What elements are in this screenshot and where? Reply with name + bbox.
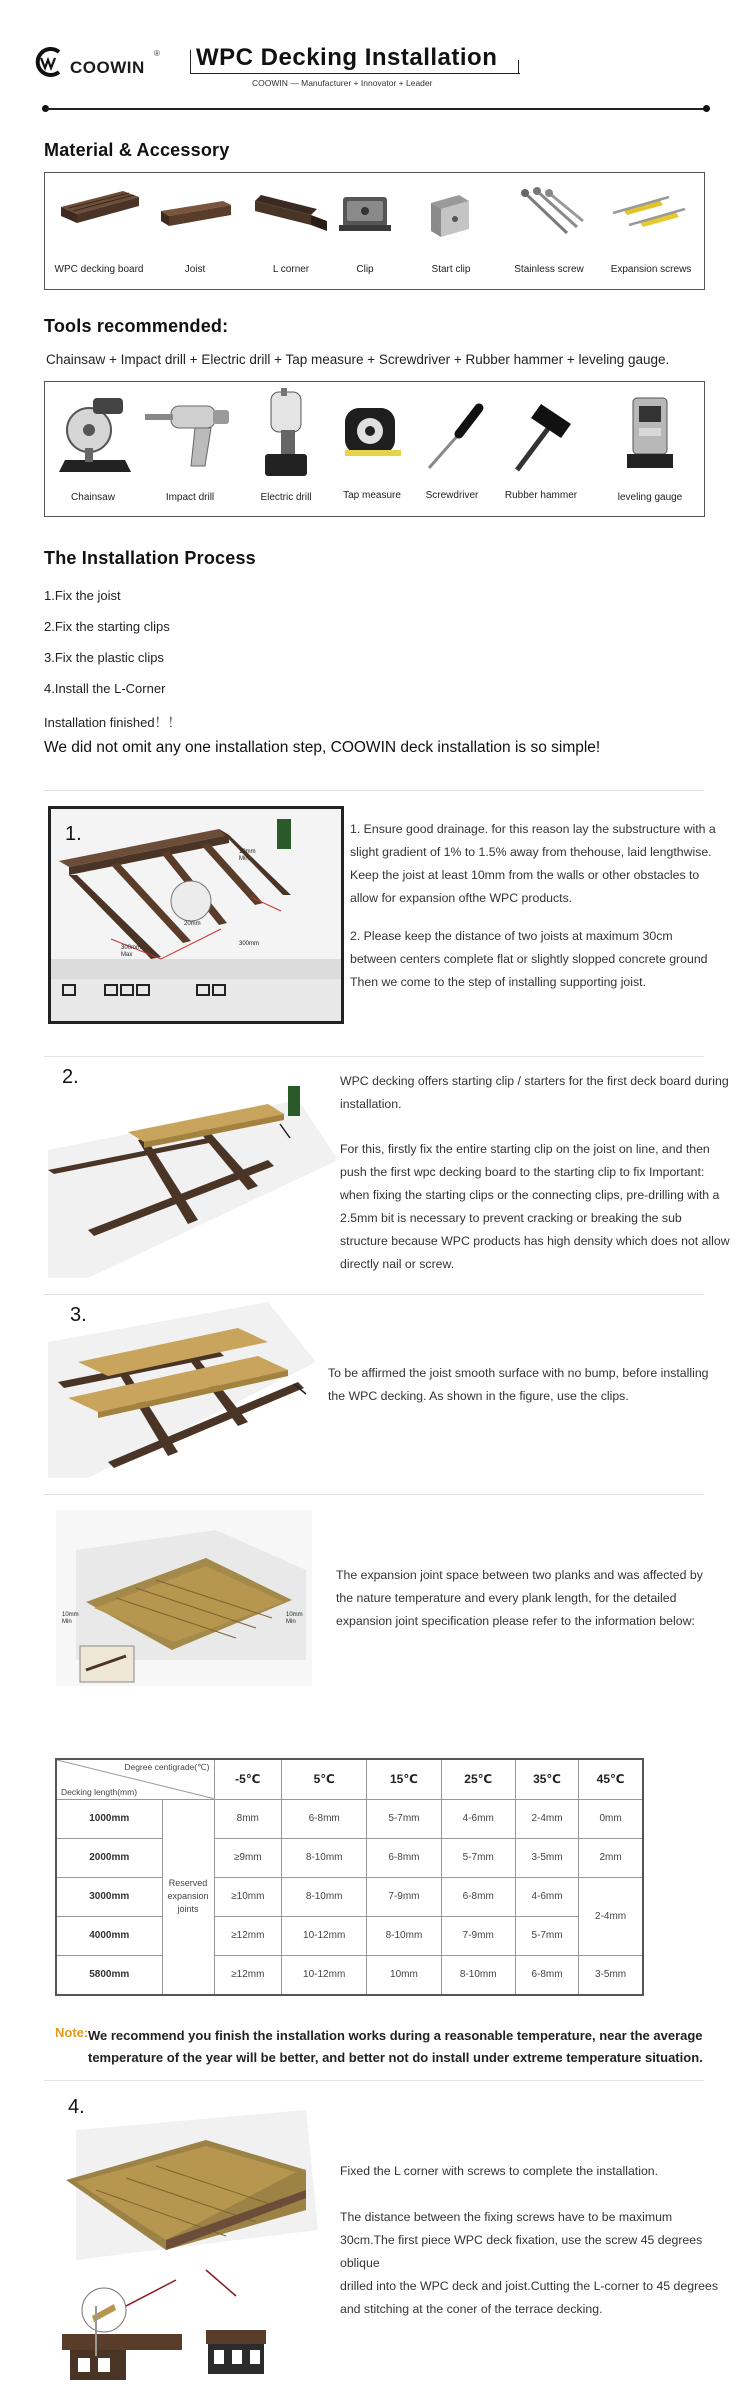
note-label: Note:: [55, 2025, 89, 2040]
process-step: 4.Install the L-Corner: [44, 681, 166, 696]
stainless-screw-icon: [497, 181, 601, 251]
section-divider: [44, 1294, 704, 1295]
reserved-label-cell: Reserved expansion joints: [162, 1799, 214, 1995]
step4-paragraph: The distance between the fixing screws have to be maximum 30cm.The first piece WPC deck fixation, use the screw 45 degrees oblique: [340, 2210, 703, 2270]
table-corner-bottom: Decking length(mm): [61, 1786, 138, 1797]
table-row: [56, 1838, 643, 1877]
leveling-gauge-icon: [597, 386, 703, 486]
value-cell: 6-8mm: [441, 1877, 515, 1916]
page-title: WPC Decking Installation: [196, 44, 498, 71]
tool-label: Chainsaw: [71, 492, 115, 503]
material-label: Joist: [184, 264, 206, 275]
impact-drill-icon: [135, 386, 245, 486]
length-cell: 5800mm: [56, 1955, 162, 1995]
header-line-dot-right: [703, 105, 710, 112]
tool-tape-measure: [327, 386, 417, 514]
tool-rubber-hammer: [491, 386, 591, 514]
expansion-paragraph: The expansion joint space between two planks and was affected by the nature temperature and every plank length, for the detailed expansion joint specification please refer to the information below:: [336, 1568, 703, 1628]
tool-label: Screwdriver: [425, 490, 479, 501]
material-stainless-screw: [497, 181, 601, 281]
value-cell: 6-8mm: [282, 1799, 367, 1838]
header-line: [46, 108, 706, 110]
step1-figure: [48, 806, 344, 1024]
value-cell: 10-12mm: [282, 1955, 367, 1995]
table-corner-top: Degree centigrade(℃): [124, 1762, 210, 1772]
material-label: WPC decking board: [54, 264, 144, 275]
dim-label: 10mm Min: [62, 1612, 79, 1625]
step2-starting-clip-diagram: [48, 1080, 338, 1278]
material-clip: [315, 181, 415, 281]
tool-leveling-gauge: [597, 386, 703, 514]
length-cell: 4000mm: [56, 1916, 162, 1955]
value-cell: 8-10mm: [367, 1916, 441, 1955]
material-joist: [145, 181, 245, 281]
value-cell: 3-5mm: [515, 1838, 578, 1877]
tool-chainsaw: [47, 386, 139, 514]
step1-number: 1.: [65, 823, 82, 845]
tool-impact-drill: [135, 386, 245, 514]
material-label: Clip: [356, 264, 374, 275]
expansion-spec-table: [55, 1758, 644, 1996]
step3-number: 3.: [70, 1304, 87, 1326]
step1-paragraph: 1. Ensure good drainage. for this reason lay the substructure with a slight gradient of 1% to 1.5% away from thehouse, laid lengthwise. Keep the joist at least 10mm from the walls or other obstacles to allow for expansion ofthe WPC products.: [350, 822, 716, 905]
value-cell: ≥12mm: [214, 1916, 282, 1955]
page-subtitle: COOWIN — Manufacturer + Innovator + Leader: [252, 78, 433, 88]
value-cell: 7-9mm: [367, 1877, 441, 1916]
chainsaw-icon: [47, 386, 139, 486]
value-cell: 4-6mm: [441, 1799, 515, 1838]
expansion-screws-icon: [599, 181, 703, 251]
tool-label: leveling gauge: [617, 492, 683, 503]
note-text: We recommend you finish the installation works during a reasonable temperature, near the average temperature of the year will be better, and better not do install under extreme temperature situation.: [88, 2028, 703, 2065]
temp-header: 15℃: [367, 1759, 441, 1799]
temp-header: -5℃: [214, 1759, 282, 1799]
tool-label: Rubber hammer: [504, 490, 578, 501]
value-cell: 5-7mm: [367, 1799, 441, 1838]
value-cell: 8-10mm: [282, 1877, 367, 1916]
tools-summary: Chainsaw + Impact drill + Electric drill + Tap measure + Screwdriver + Rubber hammer + leveling gauge.: [46, 352, 670, 367]
value-cell: 8-10mm: [441, 1955, 515, 1995]
temp-header: 25℃: [441, 1759, 515, 1799]
table-row: [56, 1877, 643, 1916]
dim-label: 20mm: [184, 921, 201, 927]
section-divider: [44, 2080, 704, 2081]
expansion-joint-diagram: [56, 1510, 312, 1686]
value-cell: 2mm: [579, 1838, 643, 1877]
process-heading: The Installation Process: [44, 548, 256, 568]
value-cell: ≥9mm: [214, 1838, 282, 1877]
tool-label: Electric drill: [260, 492, 312, 503]
table-row: [56, 1799, 643, 1838]
screwdriver-icon: [407, 386, 497, 486]
material-start-clip: [401, 181, 501, 281]
joist-icon: [145, 181, 245, 251]
value-cell: 3-5mm: [579, 1955, 643, 1995]
step2-paragraph: WPC decking offers starting clip / starters for the first deck board during installation.: [340, 1074, 729, 1111]
tool-label: Impact drill: [165, 492, 215, 503]
dim-label: 300mm: [239, 941, 260, 947]
tool-screwdriver: [407, 386, 497, 514]
tools-box: [44, 381, 705, 517]
registered-mark: ®: [154, 49, 160, 58]
decking-board-icon: [49, 181, 149, 251]
tool-electric-drill: [241, 386, 331, 514]
material-decking-board: [49, 181, 149, 281]
material-expansion-screws: [599, 181, 703, 281]
material-label: L corner: [272, 264, 310, 275]
step3-paragraph: To be affirmed the joist smooth surface with no bump, before installing the WPC decking. As shown in the figure, use the clips.: [328, 1366, 709, 1403]
temp-header: 45℃: [579, 1759, 643, 1799]
material-label: Stainless screw: [514, 264, 584, 275]
value-cell: 10-12mm: [282, 1916, 367, 1955]
dim-label: 300mm Max: [121, 945, 142, 958]
value-cell: ≥10mm: [214, 1877, 282, 1916]
value-cell: 6-8mm: [515, 1955, 578, 1995]
step3-plastic-clips-diagram: [48, 1302, 316, 1478]
value-cell: 0mm: [579, 1799, 643, 1838]
length-cell: 3000mm: [56, 1877, 162, 1916]
value-cell: 7-9mm: [441, 1916, 515, 1955]
table-row: [56, 1916, 643, 1955]
section-divider: [44, 790, 704, 791]
brand-name: COOWIN: [70, 58, 145, 77]
section-divider: [44, 1056, 704, 1057]
length-cell: 1000mm: [56, 1799, 162, 1838]
tools-heading: Tools recommended:: [44, 316, 229, 336]
value-cell: 4-6mm: [515, 1877, 578, 1916]
value-cell: 5-7mm: [515, 1916, 578, 1955]
step1-paragraph: 2. Please keep the distance of two joists at maximum 30cm between centers complete flat or slightly slopped concrete ground Then we come to the step of installing supporting joist.: [350, 929, 708, 989]
title-underline-tick: [518, 60, 519, 74]
table-row: [56, 1955, 643, 1995]
value-cell: 10mm: [367, 1955, 441, 1995]
tool-label: Tap measure: [343, 490, 401, 501]
temp-header: 5℃: [282, 1759, 367, 1799]
dim-label: 10mm Min: [239, 849, 256, 862]
step4-number: 4.: [68, 2096, 85, 2118]
title-underline: [190, 73, 520, 74]
start-clip-icon: [401, 181, 501, 251]
step4-paragraph: Fixed the L corner with screws to complete the installation.: [340, 2164, 659, 2178]
temp-header: 35℃: [515, 1759, 578, 1799]
clip-icon: [315, 181, 415, 251]
process-summary: We did not omit any one installation step, COOWIN deck installation is so simple!: [44, 739, 601, 756]
section-divider: [44, 1494, 704, 1495]
materials-heading: Material & Accessory: [44, 140, 230, 160]
value-cell: 5-7mm: [441, 1838, 515, 1877]
value-cell-merged: 2-4mm: [579, 1877, 643, 1955]
value-cell: 8mm: [214, 1799, 282, 1838]
table-corner-cell: [56, 1759, 214, 1799]
value-cell: ≥12mm: [214, 1955, 282, 1995]
materials-box: [44, 172, 705, 290]
table-header-row: [56, 1759, 643, 1799]
step2-paragraph: For this, firstly fix the entire starting clip on the joist on line, and then push the first wpc decking board to the starting clip to fix Important: when fixing the starting clips or the connecting clips, pre-drilling with a 2.5mm bit is necessary to prevent cracking or breaking the sub structure because WPC products has high density which does not allow directly nail or screw.: [340, 1142, 730, 1271]
value-cell: 2-4mm: [515, 1799, 578, 1838]
length-cell: 2000mm: [56, 1838, 162, 1877]
step4-l-corner-diagram: [56, 2110, 326, 2384]
material-label: Start clip: [431, 264, 471, 275]
step1-joist-diagram: [51, 809, 341, 1021]
dim-label: 10mm Min: [286, 1612, 303, 1625]
tape-measure-icon: [327, 386, 417, 486]
title-divider: [190, 50, 191, 74]
process-step: 3.Fix the plastic clips: [44, 650, 164, 665]
step4-paragraph: drilled into the WPC deck and joist.Cutting the L-corner to 45 degrees and stitching at the coner of the terrace decking.: [340, 2279, 718, 2316]
material-label: Expansion screws: [610, 264, 692, 275]
coowin-logo-icon: [32, 46, 68, 78]
electric-drill-icon: [241, 386, 331, 486]
process-step: 1.Fix the joist: [44, 588, 121, 603]
value-cell: 6-8mm: [367, 1838, 441, 1877]
rubber-hammer-icon: [491, 386, 591, 486]
value-cell: 8-10mm: [282, 1838, 367, 1877]
process-step: 2.Fix the starting clips: [44, 619, 170, 634]
step2-number: 2.: [62, 1066, 79, 1088]
process-finished: Installation finished！！: [44, 715, 181, 730]
